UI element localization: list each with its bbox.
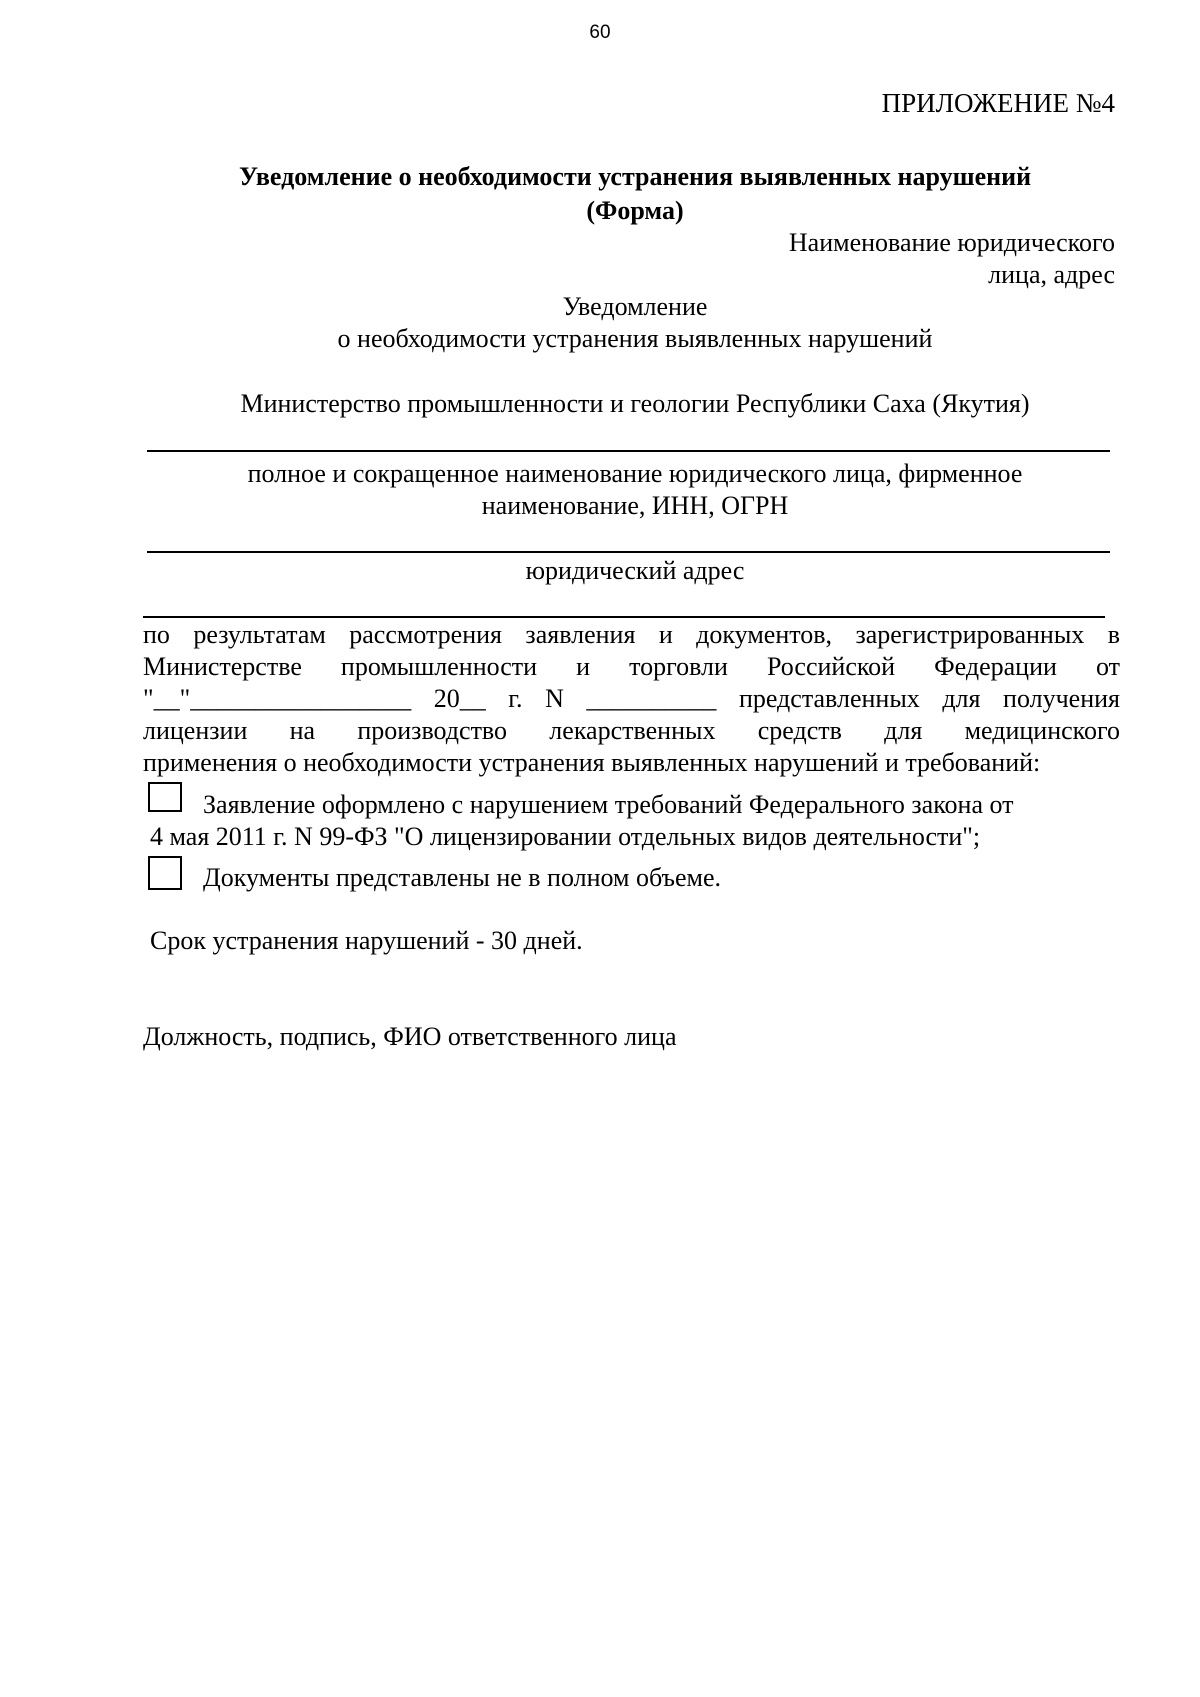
notice-heading: Уведомление <box>562 292 708 321</box>
checkbox-2-label: Документы представлены не в полном объеме. <box>203 863 722 892</box>
ministry-name: Министерство промышленности и геологии Республики Саха (Якутия) <box>240 389 1030 418</box>
extra-field-line <box>143 616 1105 618</box>
body-line-3: "__"_________________ 20__ г. N __________ представленных для получения <box>143 684 1120 713</box>
legal-address-field-line <box>147 551 1110 553</box>
signature-line: Должность, подпись, ФИО ответственного лица <box>143 1022 677 1051</box>
notice-subheading: о необходимости устранения выявленных нарушений <box>337 324 933 353</box>
checkbox-application-violation[interactable] <box>148 782 182 812</box>
recipient-line-1: Наименование юридического <box>788 228 1115 257</box>
page-number: 60 <box>589 22 611 43</box>
deadline-text: Срок устранения нарушений - 30 дней. <box>150 926 583 955</box>
recipient-line-2: лица, адрес <box>988 260 1115 289</box>
body-line-2: Министерстве промышленности и торговли Российской Федерации от <box>143 652 1120 681</box>
checkbox-1-label-line-2: 4 мая 2011 г. N 99-ФЗ "О лицензировании отдельных видов деятельности"; <box>150 822 981 851</box>
checkbox-1-label-line-1: Заявление оформлено с нарушением требований Федерального закона от <box>203 790 1014 819</box>
legal-address-caption: юридический адрес <box>525 556 745 585</box>
document-title: Уведомление о необходимости устранения выявленных нарушений <box>238 162 1032 191</box>
legal-name-field-line <box>147 450 1110 452</box>
annex-label: ПРИЛОЖЕНИЕ №4 <box>881 88 1115 118</box>
legal-name-caption-line-1: полное и сокращенное наименование юридического лица, фирменное <box>247 459 1023 488</box>
document-subtitle: (Форма) <box>586 196 684 225</box>
body-line-5: применения о необходимости устранения выявленных нарушений и требований: <box>143 748 1041 777</box>
legal-name-caption-line-2: наименование, ИНН, ОГРН <box>481 491 789 520</box>
checkbox-incomplete-documents[interactable] <box>148 856 182 890</box>
body-line-1: по результатам рассмотрения заявления и документов, зарегистрированных в <box>143 620 1120 649</box>
body-line-4: лицензии на производство лекарственных средств для медицинского <box>143 716 1120 745</box>
